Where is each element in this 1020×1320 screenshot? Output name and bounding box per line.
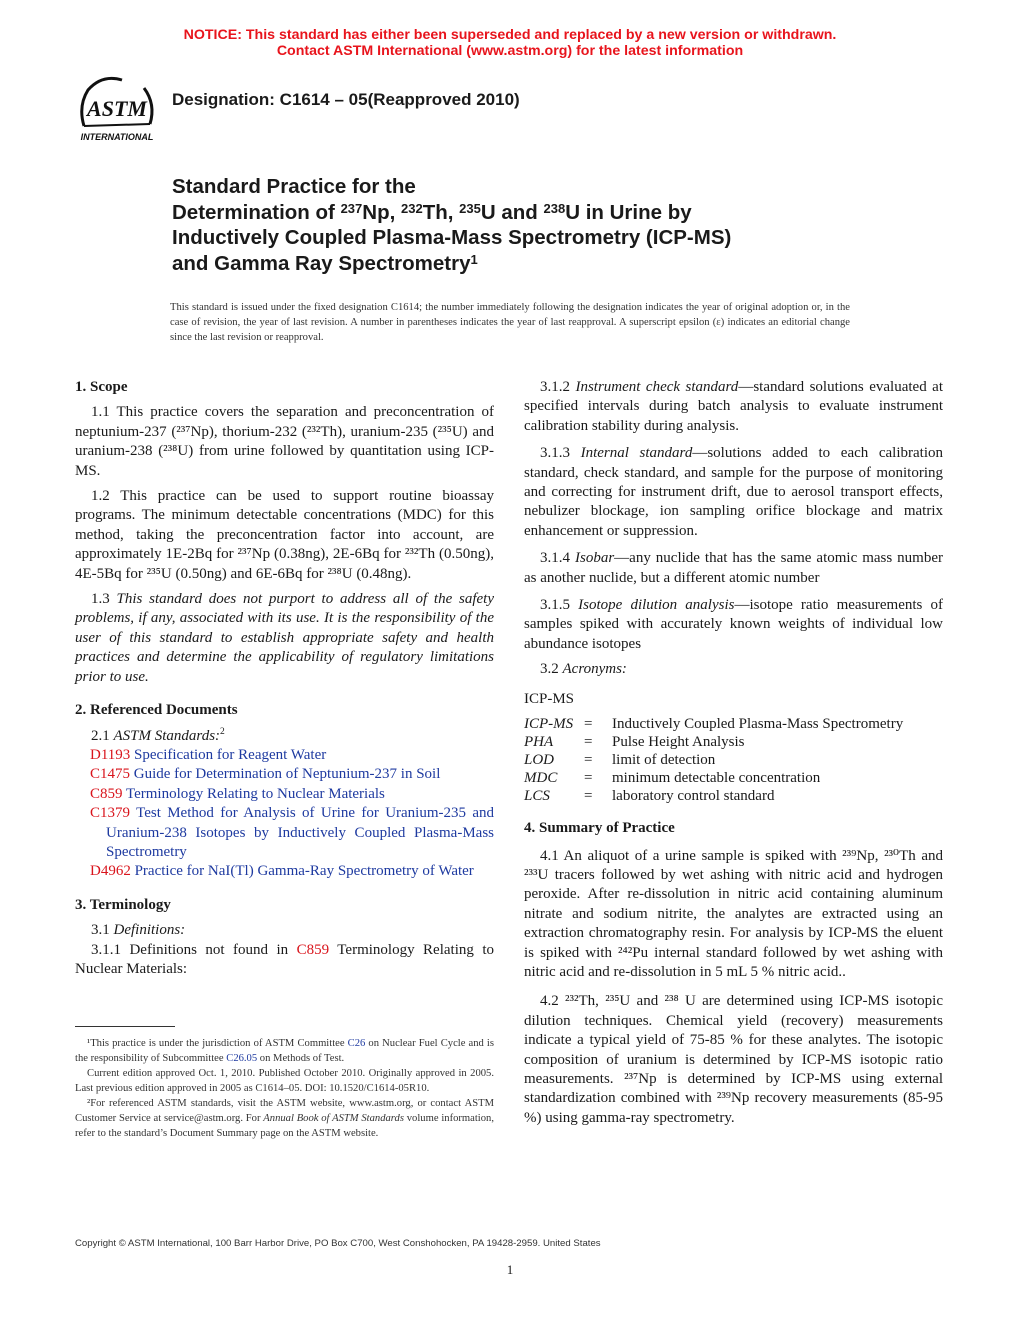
para-1-2: 1.2 This practice can be used to support routine bioassay programs. The minimum detectable concentrations (MDC) for this method, taking the preconcentration factor into account, are approximately 1E-2Bq for ²³⁷Np (0.38ng), 2E-6Bq for ²³²Th (0.50ng), 4E-5Bq for ²³⁵U (0.50ng) and 6E-6Bq for ²³⁸U (0.48ng). [75,488,494,582]
reference-title[interactable]: Specification for Reagent Water [134,746,327,763]
link-c26[interactable]: C26 [347,1038,366,1049]
acronym-row [524,751,943,769]
page-number: 1 [506,1262,514,1277]
acronym-eq: = [584,788,593,805]
acronym-abbr: LCS [524,788,550,805]
acronym-abbr: LOD [524,752,555,769]
title-line-3: Inductively Coupled Plasma-Mass Spectrometry (ICP-MS) [172,226,732,249]
acronym-def: laboratory control standard [612,788,775,805]
section-4-heading: 4. Summary of Practice [524,820,675,837]
acronym-eq: = [584,734,593,751]
para-2-1: 2.1 ASTM Standards:$^2$ [91,726,225,744]
reference-code[interactable]: C1379 [90,805,131,822]
document-title [172,174,872,276]
acronym-list [524,715,943,805]
reference-code[interactable]: D4962 [90,863,131,880]
left-column [75,378,494,979]
astm-logo-mark-icon [74,76,160,144]
notice-line-1: NOTICE: This standard has either been superseded and replaced by a new version or withdrawn. [183,27,837,43]
astm-logo [74,76,160,144]
reference-code[interactable]: D1193 [90,746,131,763]
acronym-eq: = [584,752,593,769]
reference-code[interactable]: C1475 [90,766,131,783]
acronym-row [524,787,943,805]
footnotes [75,1036,494,1141]
acronym-eq: = [584,770,593,787]
para-1-1: 1.1 This practice covers the separation and preconcentration of neptunium-237 (²³⁷Np), thorium-232 (²³²Th), uranium-235 (²³⁵U) and uranium-238 (²³⁸U) from urine followed by quantitation using ICP-MS. [75,404,494,479]
para-4-1: 4.1 An aliquot of a urine sample is spiked with ²³⁹Np, ²³⁰Th and ²³³U tracers followed by wet ashing with nitric acid and hydrogen peroxide. After re-dissolution in nitric acid containing aluminum nitrate and sodium nitrite, the analytes are extracted using an extraction chromatography resin. For analysis by ICP-MS the eluent is spiked with ²⁴²Pu internal standard followed by wet ashing with nitric acid and re-dissolution in 5 mL 5 % nitric acid.. [524,847,943,980]
withdrawal-notice [0,27,1020,59]
acronym-def: Inductively Coupled Plasma-Mass Spectrometry [612,716,904,733]
section-1-heading: 1. Scope [75,379,128,395]
logo-text: INTERNATIONAL [80,132,154,142]
reference-item[interactable] [75,804,494,862]
reference-title[interactable]: Guide for Determination of Neptunium-237 in Soil [133,766,441,783]
referenced-documents-list [75,746,494,882]
reference-item[interactable] [75,862,494,881]
link-c26-05[interactable]: C26.05 [226,1053,258,1064]
para-3-1-5: 3.1.5 Isotope dilution analysis—isotope ratio measurements of samples spiked with accurately known weights of individual low abundance isotopes [524,597,944,652]
acronym-def: Pulse Height Analysis [612,734,745,751]
para-3-1-1: 3.1.1 Definitions not found in C859 Terminology Relating to Nuclear Materials: [75,941,494,977]
logo-mark-text: ASTM [87,96,147,121]
acronym-abbr: ICP-MS [524,716,574,733]
para-1-3: 1.3 This standard does not purport to address all of the safety problems, if any, associated with its use. It is the responsibility of the user of this standard to establish appropriate safety and health practices and determine the applicability of regulatory limitations prior to use. [75,591,495,685]
para-3-2: 3.2 Acronyms: [540,661,627,678]
reference-item[interactable] [75,765,494,784]
reference-code[interactable]: C859 [90,785,123,802]
acronym-row [524,769,943,787]
reference-title[interactable]: Test Method for Analysis of Urine for Uranium-235 and Uranium-238 Isotopes by Inductively Coupled Plasma-Mass Spectrometry [106,805,495,860]
reference-title[interactable]: Practice for NaI(Tl) Gamma-Ray Spectrometry of Water [134,863,474,880]
para-3-1-2: 3.1.2 Instrument check standard—standard solutions evaluated at specified intervals during batch analysis to evaluate instrument calibration stability during analysis. [524,379,943,434]
footnote-2: ²For referenced ASTM standards, visit the ASTM website, www.astm.org, or contact ASTM Customer Service at service@astm.org. For Annual Book of ASTM Standards volume information, refer to the standard’s Document Summary page on the ASTM website. [75,1098,494,1139]
acronym-header: ICP-MS [524,690,575,707]
acronym-eq: = [584,716,593,733]
section-3-heading: 3. Terminology [75,896,171,913]
acronym-def: minimum detectable concentration [612,770,821,787]
acronym-row [524,733,943,751]
footnote-1: ¹This practice is under the jurisdiction of ASTM Committee C26 on Nuclear Fuel Cycle and is the responsibility of Subcommittee C26.05 on Methods of Test. [75,1038,494,1064]
acronym-abbr: MDC [524,770,558,787]
para-3-1: 3.1 Definitions: [91,922,186,939]
acronym-row [524,715,943,733]
reference-item[interactable] [75,746,494,765]
notice-line-2: Contact ASTM International (www.astm.org) for the latest information [276,43,744,59]
para-3-1-4: 3.1.4 Isobar—any nuclide that has the same atomic mass number as another nuclide, but a different atomic number [524,550,943,586]
footnote-1-edition: Current edition approved Oct. 1, 2010. Published October 2010. Originally approved in 2005. Last previous edition approved in 2005 as C1614–05. DOI: 10.1520/C1614-05R10. [75,1068,494,1094]
right-column [524,378,943,1128]
reference-title[interactable]: Terminology Relating to Nuclear Materials [126,785,385,802]
acronym-def: limit of detection [612,752,716,769]
designation: Designation: C1614 – 05(Reapproved 2010) [172,90,520,109]
footnote-divider [75,1026,175,1027]
title-line-2: Determination of $^{237}$Np, $^{232}$Th, $^{235}$U and $^{238}$U in Urine by [172,200,692,224]
acronym-abbr: PHA [524,734,554,751]
title-line-4: and Gamma Ray Spectrometry$^1$ [172,251,478,275]
para-3-1-3: 3.1.3 Internal standard—solutions added to each calibration standard, check standard, and sample for the purpose of monitoring and correcting for instrument drift, due to aerosol transport effects, nebulizer blockage, ion sampling orifice blockage and matrix enhancement or suppression. [524,445,943,539]
copyright: Copyright © ASTM International, 100 Barr Harbor Drive, PO Box C700, West Conshohocken, PA 19428-2959. United States [75,1238,601,1249]
reference-item[interactable] [75,785,494,804]
intro-note: This standard is issued under the fixed designation C1614; the number immediately following the designation indicates the year of original adoption or, in the case of revision, the year of last revision. A number in parentheses indicates the year of last reapproval. A superscript epsilon (ε) indicates an editorial change since the last revision or reapproval. [170,302,850,343]
link-c859[interactable]: C859 [296,941,330,958]
title-line-1: Standard Practice for the [172,175,416,198]
para-4-2: 4.2 ²³²Th, ²³⁵U and ²³⁸ U are determined using ICP-MS isotopic dilution techniques. Chemical yield (recovery) measurements indicate a typical yield of 75-85 % for these analytes. The isotopic composition of uranium is determined by ICP-MS isotopic ratio measurements. ²³⁷Np is determined by ICP-MS using external standardization combined with ²³⁹Np recovery measurements (85-95 %) using gamma-ray spectrometry. [524,993,943,1126]
section-2-heading: 2. Referenced Documents [75,702,238,719]
